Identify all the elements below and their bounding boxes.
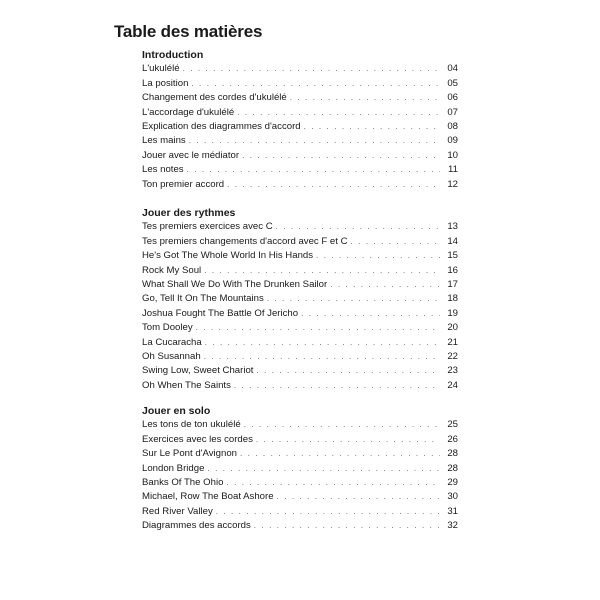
toc-entry (142, 505, 458, 519)
toc-entry-page-number: 19 (447, 307, 458, 319)
dot-leader (256, 364, 440, 378)
toc-entry (142, 490, 458, 504)
dot-leader (244, 418, 440, 432)
toc-entry-label: Ton premier accord (142, 178, 225, 190)
dot-leader (187, 163, 440, 177)
toc-list (142, 418, 458, 533)
toc-entry-label: Joshua Fought The Battle Of Jericho (142, 307, 299, 319)
dot-leader (277, 490, 440, 504)
toc-entry (142, 149, 458, 163)
dot-leader (254, 519, 440, 533)
dot-leader (304, 120, 440, 134)
toc-entry (142, 418, 458, 432)
dot-leader (227, 178, 440, 192)
toc-entry-label: Jouer avec le médiator (142, 149, 240, 161)
dot-leader (207, 462, 440, 476)
toc-entry-page-number: 28 (447, 462, 458, 474)
dot-leader (330, 278, 440, 292)
dot-leader (226, 476, 440, 490)
toc-entry-label: Explication des diagrammes d'accord (142, 120, 301, 132)
section-heading: Introduction (142, 49, 204, 61)
dot-leader (204, 350, 440, 364)
dot-leader (301, 307, 440, 321)
toc-entry (142, 249, 458, 263)
toc-entry-label: Go, Tell It On The Mountains (142, 293, 264, 305)
dot-leader (242, 149, 440, 163)
toc-entry-label: Les tons de ton ukulélé (142, 419, 241, 431)
toc-entry (142, 364, 458, 378)
toc-entry (142, 336, 458, 350)
toc-entry-label: Tom Dooley (142, 322, 193, 334)
toc-entry-page-number: 09 (447, 135, 458, 147)
toc-entry-page-number: 20 (447, 322, 458, 334)
section-jouer-en-solo (142, 404, 458, 534)
toc-entry (142, 462, 458, 476)
page-title: Table des matières (114, 22, 263, 41)
toc-entry-label: Diagrammes des accords (142, 520, 251, 532)
toc-entry (142, 447, 458, 461)
toc-entry-label: Tes premiers changements d'accord avec F et C (142, 235, 348, 247)
toc-entry (142, 220, 458, 234)
section-heading: Jouer en solo (142, 405, 211, 417)
toc-entry (142, 134, 458, 148)
toc-entry (142, 106, 458, 120)
toc-entry-page-number: 10 (447, 149, 458, 161)
section-jouer-des-rythmes (142, 206, 458, 393)
toc-entry-label: La Cucaracha (142, 336, 202, 348)
dot-leader (290, 91, 440, 105)
dot-leader (196, 321, 440, 335)
toc-entry-page-number: 17 (447, 278, 458, 290)
toc-entry (142, 321, 458, 335)
toc-entry-page-number: 18 (447, 293, 458, 305)
toc-entry-page-number: 11 (448, 164, 458, 176)
toc-entry-page-number: 23 (447, 365, 458, 377)
toc-entry-label: Changement des cordes d'ukulélé (142, 92, 287, 104)
toc-entry-label: Rock My Soul (142, 264, 202, 276)
toc-entry-label: L'ukulélé (142, 63, 180, 75)
dot-leader (351, 235, 440, 249)
toc-entry (142, 307, 458, 321)
toc-entry (142, 62, 458, 76)
toc-entry (142, 120, 458, 134)
toc-entry (142, 433, 458, 447)
toc-entry-label: Exercices avec les cordes (142, 433, 253, 445)
toc-entry-page-number: 05 (447, 77, 458, 89)
toc-entry-page-number: 14 (447, 235, 458, 247)
toc-entry-page-number: 25 (447, 419, 458, 431)
dot-leader (234, 379, 440, 393)
toc-entry-page-number: 16 (447, 264, 458, 276)
toc-entry-page-number: 29 (447, 476, 458, 488)
toc-entry-label: What Shall We Do With The Drunken Sailor (142, 278, 328, 290)
dot-leader (205, 336, 440, 350)
toc-entry-label: Les notes (142, 164, 184, 176)
toc-entry (142, 163, 458, 177)
toc-entry (142, 476, 458, 490)
toc-entry (142, 264, 458, 278)
section-introduction (142, 48, 458, 192)
toc-entry-label: Michael, Row The Boat Ashore (142, 491, 274, 503)
toc-entry-page-number: 32 (447, 520, 458, 532)
dot-leader (256, 433, 440, 447)
toc-entry-page-number: 12 (447, 178, 458, 190)
toc-entry (142, 350, 458, 364)
toc-entry-label: Oh When The Saints (142, 379, 231, 391)
toc-entry (142, 278, 458, 292)
toc-entry-page-number: 15 (447, 250, 458, 262)
toc-entry (142, 379, 458, 393)
toc-entry-page-number: 26 (447, 433, 458, 445)
dot-leader (276, 220, 440, 234)
toc-entry-page-number: 08 (447, 120, 458, 132)
dot-leader (237, 106, 440, 120)
toc-entry-page-number: 28 (447, 448, 458, 460)
dot-leader (240, 447, 440, 461)
toc-entry (142, 235, 458, 249)
section-heading: Jouer des rythmes (142, 207, 236, 219)
toc-entry (142, 292, 458, 306)
toc-entry-label: La position (142, 77, 189, 89)
toc-entry-label: He's Got The Whole World In His Hands (142, 250, 314, 262)
toc-entry (142, 77, 458, 91)
toc-entry-page-number: 07 (447, 106, 458, 118)
dot-leader (267, 292, 440, 306)
toc-entry-page-number: 24 (447, 379, 458, 391)
dot-leader (316, 249, 440, 263)
dot-leader (189, 134, 440, 148)
toc-entry-page-number: 21 (447, 336, 458, 348)
toc-list (142, 62, 458, 192)
toc-entry-label: Red River Valley (142, 505, 213, 517)
toc-entry-page-number: 04 (447, 63, 458, 75)
toc-entry (142, 91, 458, 105)
toc-entry-label: London Bridge (142, 462, 205, 474)
toc-entry-label: Banks Of The Ohio (142, 476, 224, 488)
toc-entry (142, 519, 458, 533)
toc-entry-label: Les mains (142, 135, 186, 147)
toc-entry-label: Tes premiers exercices avec C (142, 221, 273, 233)
toc-entry-page-number: 22 (447, 350, 458, 362)
toc-entry-label: Oh Susannah (142, 350, 201, 362)
toc-entry-label: Sur Le Pont d'Avignon (142, 448, 237, 460)
toc-entry-page-number: 06 (447, 92, 458, 104)
toc-entry-page-number: 30 (447, 491, 458, 503)
dot-leader (191, 77, 440, 91)
toc-entry (142, 178, 458, 192)
toc-entry-label: Swing Low, Sweet Chariot (142, 365, 254, 377)
toc-list (142, 220, 458, 393)
dot-leader (216, 505, 440, 519)
toc-entry-page-number: 13 (447, 221, 458, 233)
toc-entry-page-number: 31 (447, 505, 458, 517)
dot-leader (204, 264, 440, 278)
toc-entry-label: L'accordage d'ukulélé (142, 106, 235, 118)
dot-leader (183, 62, 440, 76)
